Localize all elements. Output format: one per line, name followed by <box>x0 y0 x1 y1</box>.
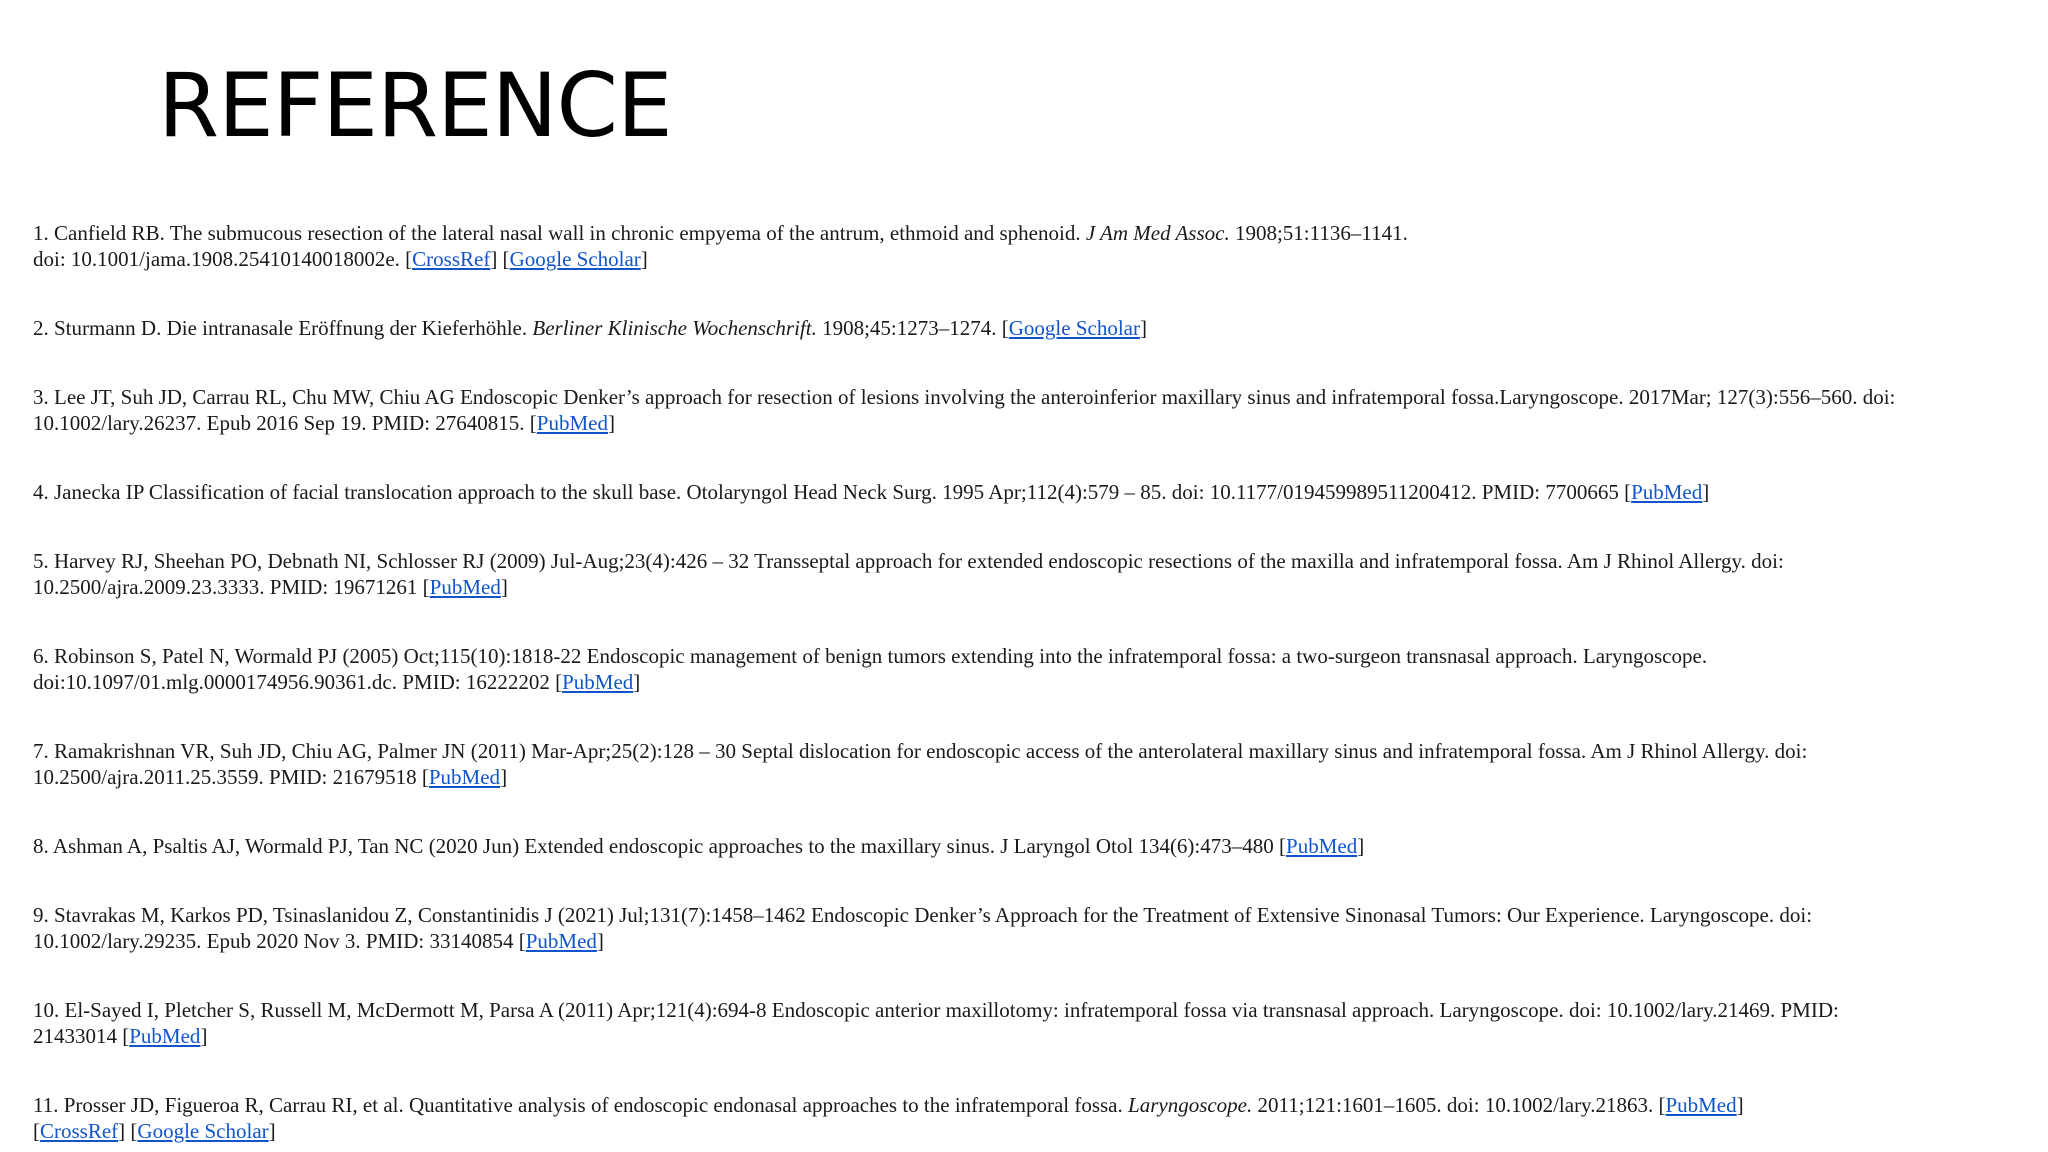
reference-item <box>33 548 2023 600</box>
reference-item <box>33 220 2023 272</box>
reference-item <box>33 1092 2023 1144</box>
pubmed-link[interactable]: PubMed <box>129 1024 201 1048</box>
google-scholar-link[interactable]: Google Scholar <box>1008 316 1140 340</box>
reference-line: [CrossRef] [Google Scholar] <box>33 1119 276 1143</box>
reference-line <box>33 220 2023 246</box>
reference-item <box>33 738 2023 790</box>
reference-text: 10.1002/lary.26237. Epub 2016 Sep 19. PMID: 27640815. <box>33 411 530 435</box>
pubmed-link[interactable]: PubMed <box>525 929 597 953</box>
reference-line: doi: 10.1001/jama.1908.25410140018002e. [CrossRef] [Google Scholar] <box>33 247 648 271</box>
pubmed-link[interactable]: PubMed <box>1665 1093 1737 1117</box>
pubmed-link[interactable]: PubMed <box>562 670 634 694</box>
reference-line: 4. Janecka IP Classification of facial translocation approach to the skull base. Otolaryngol Head Neck Surg. 1995 Apr;112(4):579 – 85. doi: 10.1177/019459989511200412. PMID: 7700665 [PubMed] <box>33 480 1710 504</box>
reference-text: 10.1002/lary.29235. Epub 2020 Nov 3. PMID: 33140854 <box>33 929 519 953</box>
reference-text: 2. Sturmann D. Die intranasale Eröffnung der Kieferhöhle. <box>33 316 533 340</box>
pubmed-link[interactable]: PubMed <box>428 765 501 789</box>
reference-line: 8. Ashman A, Psaltis AJ, Wormald PJ, Tan NC (2020 Jun) Extended endoscopic approaches to the maxillary sinus. J Laryngol Otol 134(6):473–480 [PubMed] <box>33 834 1365 858</box>
reference-line: 3. Lee JT, Suh JD, Carrau RL, Chu MW, Chiu AG Endoscopic Denker’s approach for resection of lesions involving the anteroinferior maxillary sinus and infratemporal fossa.Laryngoscope. 2017Mar; 127(3):556–560. doi: <box>33 385 1896 409</box>
reference-text: 8. Ashman A, Psaltis AJ, Wormald PJ, Tan NC (2020 Jun) Extended endoscopic approaches to the maxillary sinus. J Laryngol Otol 134(6):473–480 <box>33 834 1280 858</box>
crossref-link[interactable]: CrossRef <box>412 247 491 271</box>
google-scholar-link[interactable]: Google Scholar <box>509 247 641 271</box>
reference-line: 21433014 [PubMed] <box>33 1024 208 1048</box>
google-scholar-link[interactable]: Google Scholar <box>137 1119 269 1143</box>
crossref-link[interactable]: CrossRef <box>40 1119 119 1143</box>
journal-name: Laryngoscope. <box>1128 1093 1253 1117</box>
reference-text: 10.2500/ajra.2009.23.3333. PMID: 19671261 <box>33 575 423 599</box>
reference-line: 10.2500/ajra.2009.23.3333. PMID: 19671261 [PubMed] <box>33 575 508 599</box>
reference-text: 1. Canfield RB. The submucous resection of the lateral nasal wall in chronic empyema of the antrum, ethmoid and sphenoid. <box>33 221 1086 245</box>
pubmed-link[interactable]: PubMed <box>536 411 608 435</box>
reference-text: 2011;121:1601–1605. doi: 10.1002/lary.21863. <box>1252 1093 1659 1117</box>
reference-item <box>33 315 2023 341</box>
reference-item <box>33 902 2023 954</box>
reference-text: 1908;51:1136–1141. <box>1229 221 1408 245</box>
journal-name: J Am Med Assoc. <box>1085 221 1230 245</box>
page-title: REFERENCE <box>158 54 672 157</box>
journal-name: Berliner Klinische Wochenschrift. <box>532 316 817 340</box>
pubmed-link[interactable]: PubMed <box>1631 480 1703 504</box>
reference-item <box>33 833 2023 859</box>
reference-item <box>33 997 2023 1049</box>
reference-line: 9. Stavrakas M, Karkos PD, Tsinaslanidou Z, Constantinidis J (2021) Jul;131(7):1458–1462 Endoscopic Denker’s Approach for the Treatment of Extensive Sinonasal Tumors: Our Experience. Laryngoscope. doi: <box>33 903 1813 927</box>
reference-text: 21433014 <box>33 1024 123 1048</box>
reference-line: 10.1002/lary.29235. Epub 2020 Nov 3. PMID: 33140854 [PubMed] <box>33 929 604 953</box>
reference-line: 11. Prosser JD, Figueroa R, Carrau RI, et al. Quantitative analysis of endoscopic endonasal approaches to the infratemporal fossa. Laryngoscope. 2011;121:1601–1605. doi: 10.1002/lary.21863. [PubMed] <box>33 1093 1744 1117</box>
reference-text: doi: 10.1001/jama.1908.25410140018002e. <box>33 247 406 271</box>
reference-item <box>33 384 2023 436</box>
reference-text: 10.2500/ajra.2011.25.3559. PMID: 21679518 <box>33 765 422 789</box>
reference-line: 10.1002/lary.26237. Epub 2016 Sep 19. PMID: 27640815. [PubMed] <box>33 411 615 435</box>
reference-text: 11. Prosser JD, Figueroa R, Carrau RI, et al. Quantitative analysis of endoscopic endonasal approaches to the infratemporal fossa. <box>33 1093 1129 1117</box>
reference-line: 2. Sturmann D. Die intranasale Eröffnung der Kieferhöhle. Berliner Klinische Wochenschrift. 1908;45:1273–1274. [Google Scholar] <box>33 316 1147 340</box>
reference-text: 4. Janecka IP Classification of facial translocation approach to the skull base. Otolaryngol Head Neck Surg. 1995 Apr;112(4):579 – 85. doi: 10.1177/019459989511200412. PMID: 7700665 <box>33 480 1625 504</box>
reference-text: doi:10.1097/01.mlg.0000174956.90361.dc. PMID: 16222202 <box>33 670 556 694</box>
pubmed-link[interactable]: PubMed <box>1286 834 1358 858</box>
reference-item <box>33 479 2023 505</box>
pubmed-link[interactable]: PubMed <box>429 575 501 599</box>
reference-line: 5. Harvey RJ, Sheehan PO, Debnath NI, Schlosser RJ (2009) Jul-Aug;23(4):426 – 32 Transseptal approach for extended endoscopic resections of the maxilla and infratemporal fossa. Am J Rhinol Allergy. doi: <box>33 549 1784 573</box>
reference-item <box>33 643 2023 695</box>
reference-text: 1908;45:1273–1274. <box>816 316 1002 340</box>
reference-line: 10.2500/ajra.2011.25.3559. PMID: 21679518 [PubMed] <box>33 765 508 789</box>
reference-line: 6. Robinson S, Patel N, Wormald PJ (2005) Oct;115(10):1818-22 Endoscopic management of benign tumors extending into the infratemporal fossa: a two-surgeon transnasal approach. Laryngoscope. <box>33 644 1708 668</box>
reference-line: 10. El-Sayed I, Pletcher S, Russell M, McDermott M, Parsa A (2011) Apr;121(4):694-8 Endoscopic anterior maxillotomy: infratemporal fossa via transnasal approach. Laryngoscope. doi: 10.1002/lary.21469. PMID: <box>33 998 1839 1022</box>
reference-line: doi:10.1097/01.mlg.0000174956.90361.dc. PMID: 16222202 [PubMed] <box>33 670 641 694</box>
reference-list <box>33 220 2023 1144</box>
reference-line: 7. Ramakrishnan VR, Suh JD, Chiu AG, Palmer JN (2011) Mar-Apr;25(2):128 – 30 Septal dislocation for endoscopic access of the anterolateral maxillary sinus and infratemporal fossa. Am J Rhinol Allergy. doi: <box>33 739 1808 763</box>
